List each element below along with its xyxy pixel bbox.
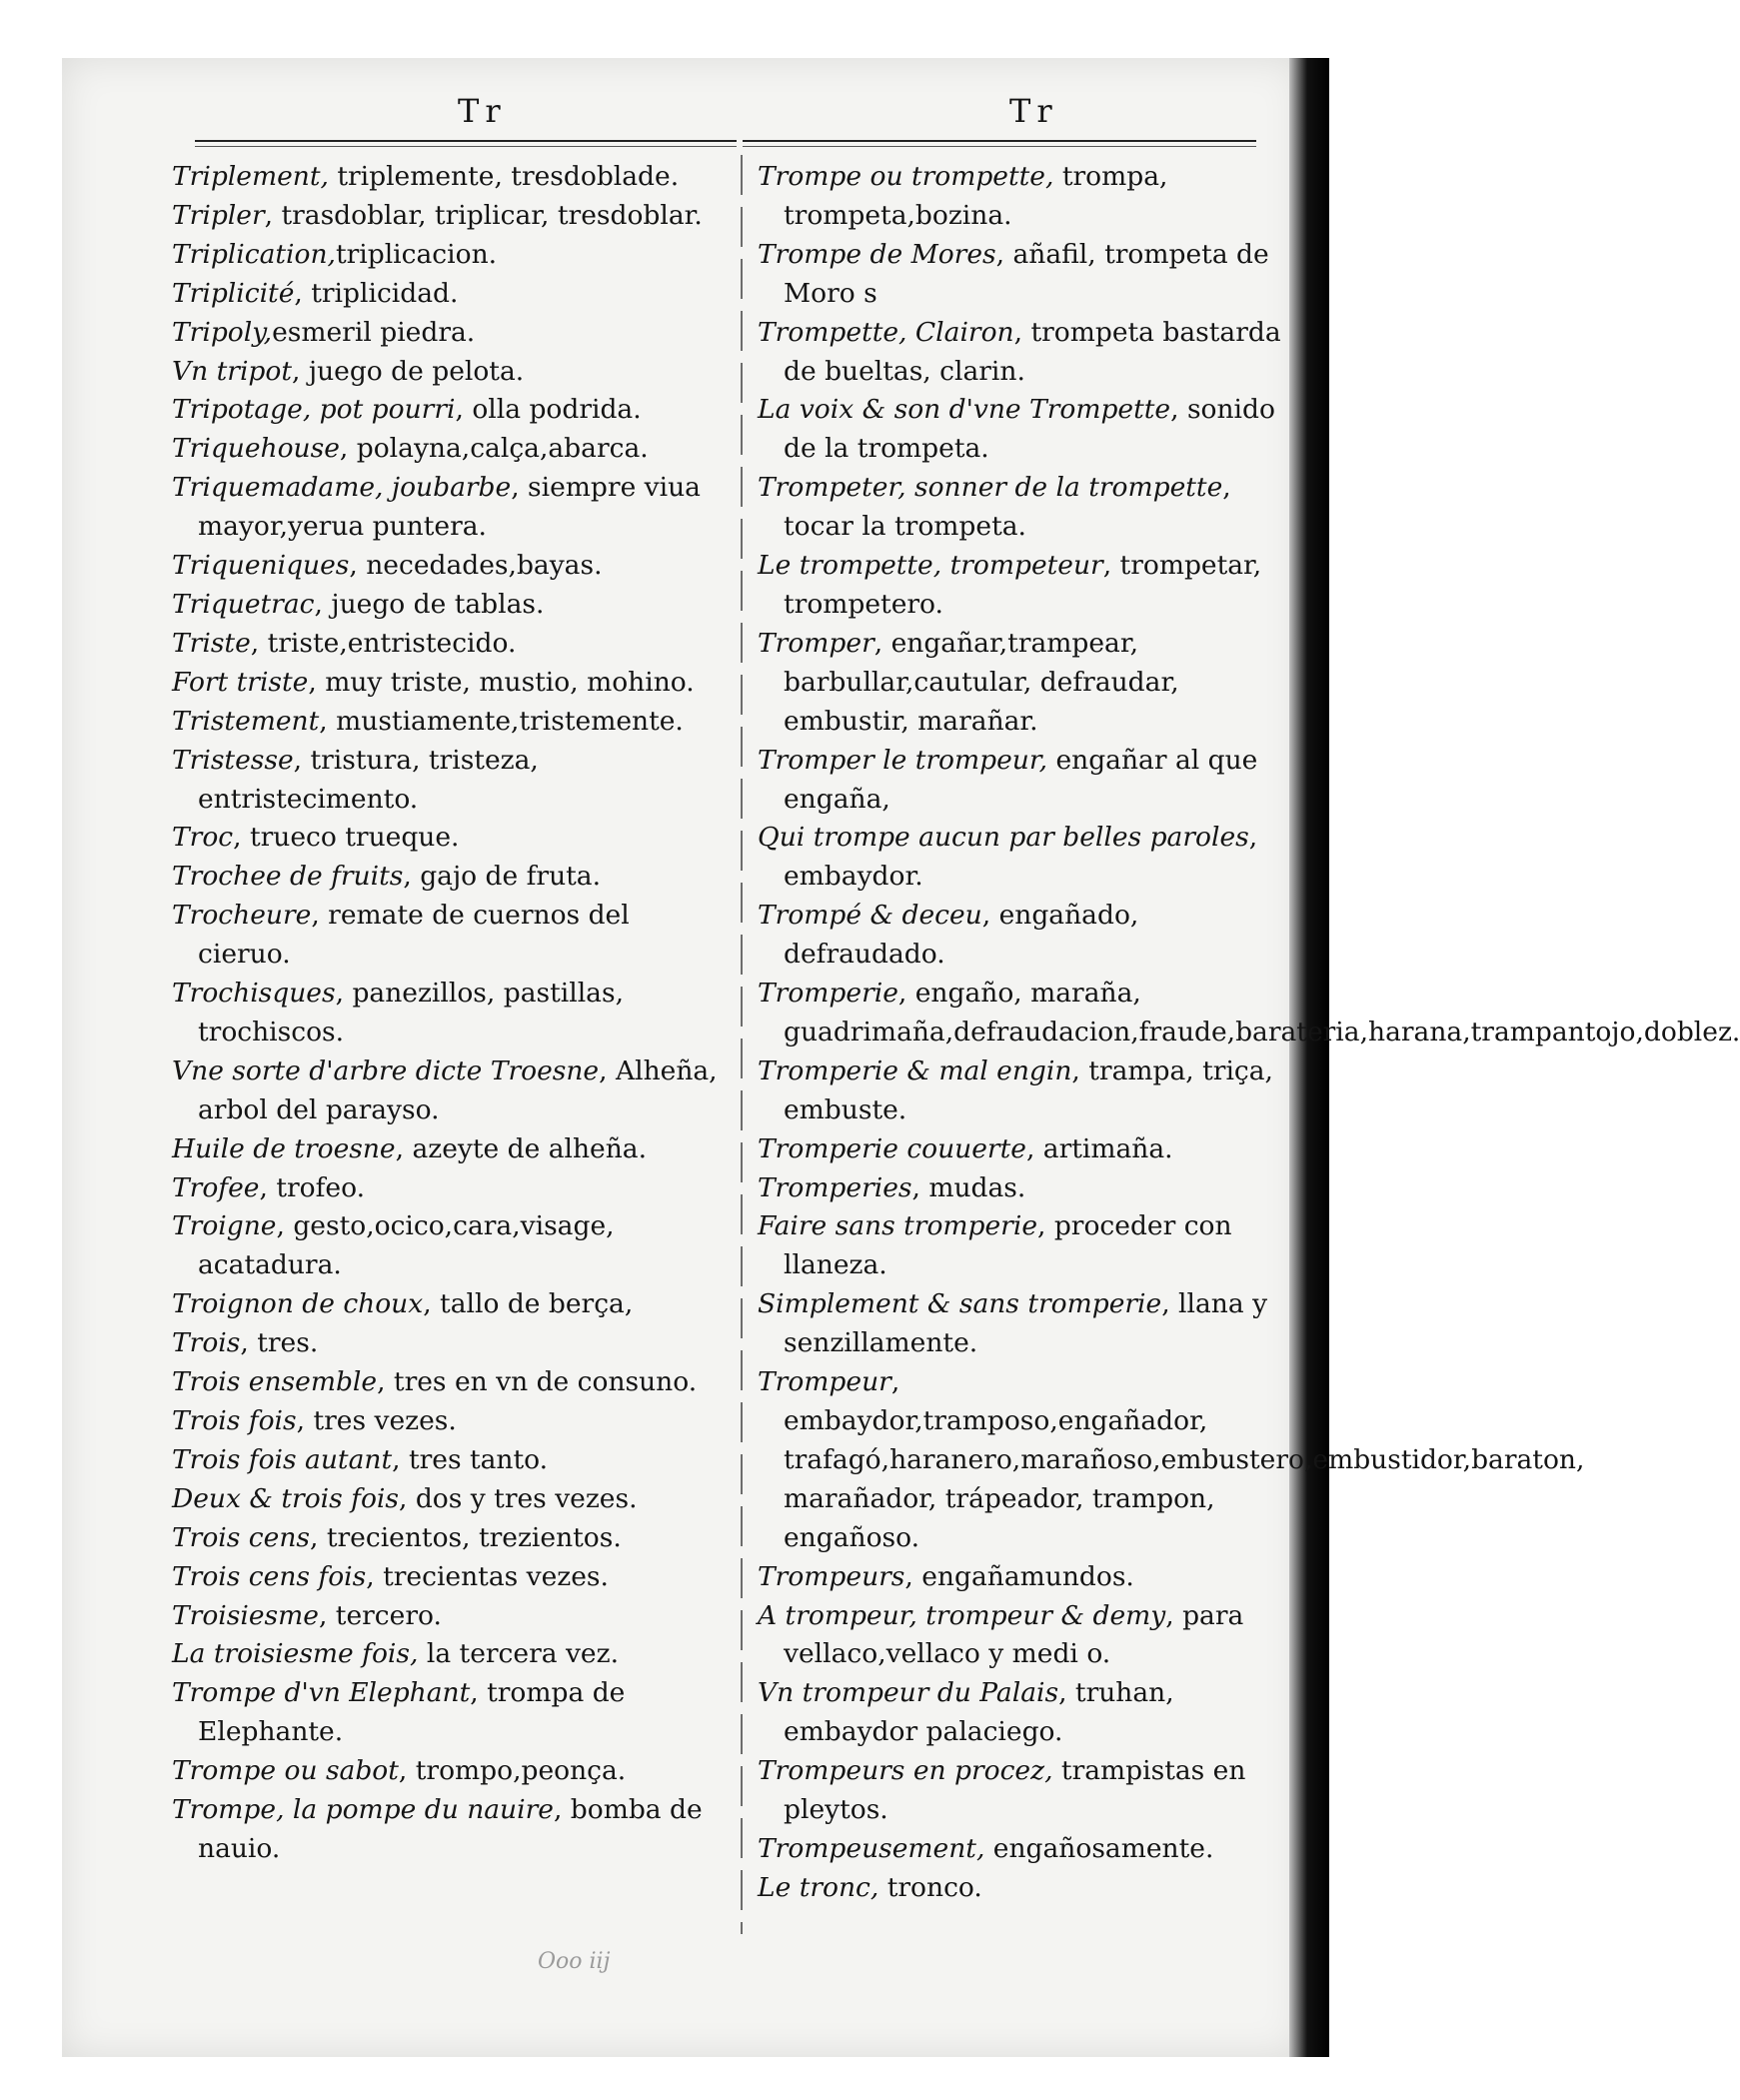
dictionary-entry <box>172 1752 727 1791</box>
entry-gloss: , tres vezes. <box>296 1405 457 1436</box>
entry-headword: Trois cens <box>172 1521 310 1553</box>
entry-gloss: , mustiamente,tristemente. <box>319 705 684 737</box>
dictionary-entry <box>172 1324 727 1363</box>
dictionary-entry <box>172 1052 727 1130</box>
dictionary-entry <box>758 469 1282 547</box>
entry-gloss: , trompa de Elephante. <box>198 1677 626 1748</box>
dictionary-entry <box>172 353 727 392</box>
entry-headword: Trochee de fruits <box>172 861 404 893</box>
entry-gloss: , necedades,bayas. <box>349 550 603 582</box>
entry-gloss: , juego de tablas. <box>314 588 545 620</box>
left-column <box>172 158 727 1869</box>
entry-gloss: , proceder con llaneza. <box>784 1210 1232 1281</box>
entry-headword: Trompé & deceu <box>758 900 982 932</box>
dictionary-entry <box>758 547 1282 625</box>
entry-gloss: , tercero. <box>318 1599 442 1631</box>
entry-gloss: , panezillos, pastillas, trochiscos. <box>198 978 625 1048</box>
entry-gloss: , trompeta bastarda de bueltas, clarin. <box>784 316 1281 387</box>
entry-gloss: , tres en vn de consuno. <box>377 1366 698 1398</box>
entry-gloss: la tercera vez. <box>418 1638 619 1670</box>
entry-gloss: , sonido de la trompeta. <box>784 394 1275 465</box>
dictionary-entry <box>758 1052 1282 1130</box>
dictionary-entry <box>172 897 727 975</box>
dictionary-entry <box>172 742 727 820</box>
entry-headword: Trompeurs en procez, <box>758 1755 1053 1787</box>
dictionary-entry <box>172 547 727 586</box>
entry-headword: Tripler <box>172 199 265 231</box>
entry-headword: A trompeur, trompeur & demy <box>758 1599 1166 1631</box>
entry-headword: Trompe ou sabot <box>172 1755 399 1787</box>
entry-headword: Faire sans tromperie <box>758 1210 1037 1242</box>
dictionary-entry <box>172 197 727 236</box>
dictionary-entry <box>172 1402 727 1441</box>
entry-headword: Trois ensemble <box>172 1366 378 1398</box>
entry-gloss: , dos y tres vezes. <box>398 1482 638 1514</box>
dictionary-entry <box>172 314 727 353</box>
entry-headword: Simplement & sans tromperie <box>758 1288 1162 1320</box>
entry-gloss: , tallo de berça, <box>423 1288 634 1320</box>
dictionary-entry <box>172 1519 727 1558</box>
entry-headword: Trois fois <box>172 1405 297 1436</box>
column-divider <box>741 155 743 1934</box>
entry-headword: Huile de troesne <box>172 1132 396 1164</box>
entry-headword: Vne sorte d'arbre dicte Troesne <box>172 1054 600 1086</box>
dictionary-entry <box>758 1597 1282 1675</box>
dictionary-entry <box>758 819 1282 897</box>
dictionary-entry <box>172 1285 727 1324</box>
entry-gloss: , trecientos, trezientos. <box>310 1521 622 1553</box>
entry-gloss: , embaydor. <box>784 822 1258 893</box>
entry-headword: Tromperie & mal engin <box>758 1054 1072 1086</box>
dictionary-entry <box>172 275 727 314</box>
entry-gloss: , engañar,trampear, barbullar,cautular, defraudar, embustir, marañar. <box>784 627 1179 737</box>
entry-gloss: esmeril piedra. <box>272 316 476 348</box>
dictionary-entry <box>172 391 727 430</box>
dictionary-entry <box>172 1558 727 1597</box>
entry-gloss: , llana y senzillamente. <box>784 1288 1268 1359</box>
dictionary-entry <box>758 1674 1282 1752</box>
entry-gloss: engañar al que engaña, <box>784 744 1258 815</box>
dictionary-entry <box>172 975 727 1052</box>
entry-headword: Tromper <box>758 627 874 659</box>
entry-gloss: , trampa, triça, embuste. <box>784 1054 1273 1125</box>
dictionary-entry <box>758 1363 1585 1558</box>
dictionary-entry <box>758 1285 1282 1363</box>
entry-gloss: , polayna,calça,abarca. <box>339 433 649 465</box>
dictionary-entry <box>172 819 727 858</box>
entry-headword: Trocheure <box>172 900 312 932</box>
entry-headword: Trois cens fois <box>172 1560 367 1592</box>
entry-headword: Tripotage, pot pourri <box>172 394 456 426</box>
entry-gloss: trompa, trompeta,bozina. <box>784 161 1168 231</box>
entry-headword: Trompe ou trompette, <box>758 161 1054 192</box>
entry-headword: Tripoly, <box>172 316 273 348</box>
running-head-left: Tr <box>458 92 507 130</box>
entry-gloss: , tres. <box>240 1327 319 1359</box>
entry-gloss: , trompetar, trompetero. <box>784 550 1262 620</box>
entry-gloss: , engañamundos. <box>904 1560 1134 1592</box>
entry-headword: Vn tripot <box>172 355 292 387</box>
entry-gloss: , trecientas vezes. <box>366 1560 609 1592</box>
entry-gloss: , muy triste, mustio, mohino. <box>308 666 695 698</box>
entry-headword: Trochisques <box>172 978 336 1010</box>
entry-headword: Le trompette, trompeteur <box>758 550 1103 582</box>
dictionary-entry <box>758 1830 1282 1869</box>
entry-headword: Triplicité <box>172 277 295 309</box>
entry-gloss: , triste,entristecido. <box>250 627 517 659</box>
dictionary-entry <box>758 625 1282 742</box>
entry-headword: Trois <box>172 1327 241 1359</box>
entry-gloss: , engañado, defraudado. <box>784 900 1139 971</box>
entry-gloss: triplicacion. <box>335 238 498 270</box>
entry-headword: Trois fois autant <box>172 1443 393 1475</box>
entry-headword: Le tronc, <box>758 1871 879 1903</box>
entry-gloss: , juego de pelota. <box>292 355 525 387</box>
entry-headword: Fort triste <box>172 666 309 698</box>
dictionary-entry <box>758 742 1282 820</box>
header-rule-left <box>195 140 737 142</box>
entry-headword: Troc <box>172 822 234 854</box>
entry-headword: Troigne <box>172 1210 277 1242</box>
entry-gloss: , bomba de nauio. <box>198 1794 703 1864</box>
dictionary-entry <box>758 897 1282 975</box>
book-spine-shadow <box>1289 58 1329 2057</box>
entry-headword: Deux & trois fois <box>172 1482 399 1514</box>
dictionary-entry <box>172 1480 727 1519</box>
entry-headword: Trompeur <box>758 1366 891 1398</box>
dictionary-entry <box>758 314 1282 392</box>
entry-headword: La troisiesme fois, <box>172 1638 419 1670</box>
entry-gloss: , añafil, trompeta de Moro s <box>784 238 1269 309</box>
dictionary-entry <box>172 1441 727 1480</box>
entry-headword: Triste <box>172 627 251 659</box>
entry-headword: Trofee <box>172 1171 260 1203</box>
entry-gloss: , trompo,peonça. <box>398 1755 627 1787</box>
dictionary-entry <box>172 664 727 703</box>
dictionary-entry <box>172 625 727 664</box>
running-head-right: Tr <box>1009 92 1058 130</box>
entry-gloss: trampistas en pleytos. <box>784 1755 1246 1826</box>
entry-gloss: , azeyte de alheña. <box>395 1132 648 1164</box>
entry-gloss: triplemente, tresdoblade. <box>328 161 680 192</box>
dictionary-entry <box>758 1869 1282 1908</box>
dictionary-entry <box>172 1130 727 1169</box>
signature-mark: Ooo iij <box>538 1949 611 1974</box>
entry-headword: Triqueniques <box>172 550 350 582</box>
dictionary-entry <box>758 236 1282 314</box>
entry-headword: Tristesse <box>172 744 294 776</box>
dictionary-entry <box>758 1207 1282 1285</box>
entry-gloss: , trasdoblar, triplicar, tresdoblar. <box>264 199 703 231</box>
dictionary-entry <box>172 430 727 469</box>
entry-gloss: , embaydor,tramposo,engañador, trafagó,haranero,marañoso,embustero,embustidor,baraton, marañador, trápeador, trampon, engañoso. <box>784 1366 1585 1553</box>
entry-gloss: , mudas. <box>911 1171 1026 1203</box>
dictionary-entry <box>172 158 727 197</box>
entry-gloss: , tres tanto. <box>392 1443 549 1475</box>
entry-gloss: , triplicidad. <box>294 277 459 309</box>
dictionary-entry <box>758 391 1282 469</box>
entry-headword: Tromperies <box>758 1171 912 1203</box>
entry-headword: Tromperie <box>758 978 898 1010</box>
entry-gloss: , gesto,ocico,cara,visage, acatadura. <box>198 1210 615 1281</box>
entry-gloss: tronco. <box>878 1871 982 1903</box>
entry-gloss: , para vellaco,vellaco y medi o. <box>784 1599 1244 1670</box>
entry-gloss: , gajo de fruta. <box>403 861 602 893</box>
entry-headword: Troisiesme <box>172 1599 319 1631</box>
dictionary-entry <box>758 1169 1282 1208</box>
entry-gloss: , remate de cuernos del cieruo. <box>198 900 630 971</box>
dictionary-entry <box>172 1363 727 1402</box>
dictionary-entry <box>172 586 727 625</box>
entry-headword: Trompe d'vn Elephant <box>172 1677 471 1709</box>
dictionary-entry <box>758 1558 1282 1597</box>
header-rule-right <box>743 140 1256 142</box>
entry-headword: Trompette, Clairon <box>758 316 1014 348</box>
header-rule-right-thin <box>743 146 1256 147</box>
entry-headword: Triquetrac <box>172 588 315 620</box>
dictionary-entry <box>172 1597 727 1636</box>
entry-headword: Triplement, <box>172 161 329 192</box>
entry-gloss: , trueco trueque. <box>233 822 460 854</box>
entry-headword: Triquemadame, joubarbe <box>172 472 512 504</box>
entry-headword: Trompeusement, <box>758 1832 985 1864</box>
dictionary-entry <box>172 1635 727 1674</box>
entry-gloss: , engaño, maraña, guadrimaña,defraudacion,fraude,barateria,harana,trampantojo,doblez. <box>784 978 1740 1048</box>
dictionary-entry <box>172 1674 727 1752</box>
entry-headword: Triquehouse <box>172 433 340 465</box>
entry-gloss: , siempre viua mayor,yerua puntera. <box>198 472 701 543</box>
entry-headword: Trompe de Mores <box>758 238 996 270</box>
entry-headword: Vn trompeur du Palais <box>758 1677 1059 1709</box>
entry-gloss: , tocar la trompeta. <box>784 472 1231 543</box>
dictionary-entry <box>172 703 727 742</box>
entry-gloss: , olla podrida. <box>455 394 642 426</box>
entry-headword: Tromperie couuerte <box>758 1132 1026 1164</box>
entry-headword: Trompeter, sonner de la trompette <box>758 472 1223 504</box>
entry-gloss: , truhan, embaydor palaciego. <box>784 1677 1174 1748</box>
dictionary-entry <box>758 158 1282 236</box>
dictionary-entry <box>172 469 727 547</box>
entry-headword: Troignon de choux <box>172 1288 424 1320</box>
dictionary-entry <box>172 1207 727 1285</box>
entry-headword: La voix & son d'vne Trompette <box>758 394 1171 426</box>
dictionary-entry <box>172 236 727 275</box>
dictionary-entry <box>172 1791 727 1869</box>
entry-headword: Qui trompe aucun par belles paroles <box>758 822 1249 854</box>
entry-gloss: , tristura, tristeza, entristecimento. <box>198 744 539 815</box>
dictionary-entry <box>172 858 727 897</box>
entry-headword: Trompe, la pompe du nauire <box>172 1794 554 1826</box>
header-rule-left-thin <box>195 146 737 147</box>
dictionary-entry <box>172 1169 727 1208</box>
entry-gloss: , artimaña. <box>1025 1132 1173 1164</box>
entry-gloss: engañosamente. <box>984 1832 1214 1864</box>
dictionary-entry <box>758 975 1740 1052</box>
entry-gloss: , Alheña, arbol del parayso. <box>198 1054 718 1125</box>
entry-headword: Triplication, <box>172 238 336 270</box>
entry-headword: Tristement <box>172 705 320 737</box>
entry-headword: Tromper le trompeur, <box>758 744 1048 776</box>
right-column <box>758 158 1740 1908</box>
dictionary-entry <box>758 1752 1282 1830</box>
entry-gloss: , trofeo. <box>259 1171 366 1203</box>
entry-headword: Trompeurs <box>758 1560 905 1592</box>
dictionary-entry <box>758 1130 1282 1169</box>
